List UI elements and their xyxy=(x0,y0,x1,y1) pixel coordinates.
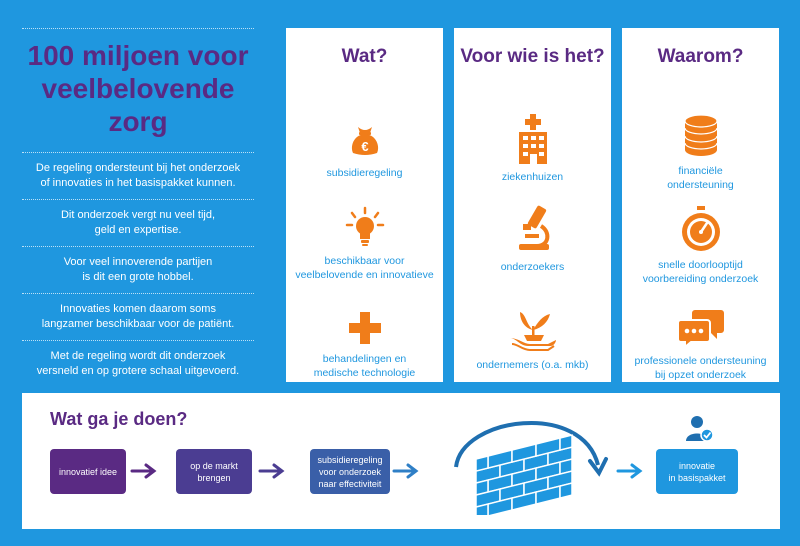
step-subsidy xyxy=(310,449,390,494)
item-label xyxy=(286,352,443,380)
item-label-line: professionele ondersteuning xyxy=(634,355,767,367)
item-label-line: voorbereiding onderzoek xyxy=(642,273,759,285)
paragraph-line: langzamer beschikbaar voor de patiënt. xyxy=(41,318,235,330)
step-market xyxy=(176,449,252,494)
panel-item xyxy=(622,308,779,382)
panel-item xyxy=(622,206,779,286)
item-label: ondernemers (o.a. mkb) xyxy=(476,359,589,371)
item-label-line: behandelingen en xyxy=(322,353,407,365)
panel-item xyxy=(454,204,611,274)
intro-paragraph xyxy=(22,341,254,387)
paragraph-line: of innovaties in het basispakket kunnen. xyxy=(40,177,236,189)
item-label-line: veelbelovende en innovatieve xyxy=(295,269,434,281)
panel-title: Wat? xyxy=(341,46,388,67)
arrow-right-icon xyxy=(616,463,644,479)
paragraph-line: Dit onderzoek vergt nu veel tijd, xyxy=(60,209,216,221)
step-label-line: in basispakket xyxy=(668,472,726,483)
brick-wall-icon xyxy=(442,407,612,515)
item-label xyxy=(622,164,779,192)
step-label-line: subsidieregeling xyxy=(317,454,383,465)
panel-item xyxy=(454,308,611,372)
panel-item xyxy=(286,206,443,282)
svg-text:€: € xyxy=(360,139,369,154)
chat-bubbles-icon xyxy=(677,308,725,348)
item-label-line: bij opzet onderzoek xyxy=(654,369,747,381)
paragraph-line: versneld en op grotere schaal uitgevoerd. xyxy=(36,365,240,377)
paragraph-line: Innovaties komen daarom soms xyxy=(60,303,216,315)
paragraph-line: geld en expertise. xyxy=(94,224,182,236)
step-label xyxy=(190,460,238,484)
process-panel xyxy=(22,393,780,529)
arrow-right-icon xyxy=(130,463,158,479)
hospital-icon xyxy=(513,114,553,164)
person-check-icon xyxy=(684,413,714,443)
panel-item xyxy=(286,120,443,180)
item-label: onderzoekers xyxy=(500,261,565,273)
paragraph-line: Met de regeling wordt dit onderzoek xyxy=(50,350,226,362)
intro-paragraph xyxy=(22,200,254,246)
item-label xyxy=(622,258,779,286)
panel-title: Waarom? xyxy=(657,46,744,67)
main-title xyxy=(22,39,254,138)
arrow-right-icon xyxy=(392,463,420,479)
panel-voor-wie xyxy=(454,28,611,382)
paragraph-line: De regeling ondersteunt bij het onderzoek xyxy=(35,162,241,174)
panel-item xyxy=(286,310,443,380)
coin-stack-icon xyxy=(681,114,721,158)
divider xyxy=(22,28,254,29)
item-label: ziekenhuizen xyxy=(501,171,564,183)
arrow-right-icon xyxy=(258,463,286,479)
item-label-line: beschikbaar voor xyxy=(324,255,405,267)
main-title-line1: 100 miljoen voor xyxy=(27,40,249,71)
process-title: Wat ga je doen? xyxy=(50,409,188,429)
main-title-line2: veelbelovende zorg xyxy=(41,73,235,137)
step-label-line: brengen xyxy=(197,472,231,483)
item-label xyxy=(622,354,779,382)
step-label-line: innovatief idee xyxy=(58,466,118,477)
panel-wat xyxy=(286,28,443,382)
microscope-icon xyxy=(511,204,555,254)
intro-paragraph xyxy=(22,247,254,293)
step-label-line: op de markt xyxy=(190,460,238,471)
panel-title: Voor wie is het? xyxy=(460,46,605,67)
item-label-line: financiële xyxy=(678,165,723,177)
plant-in-hand-icon xyxy=(508,308,558,352)
step-label-line: innovatie xyxy=(678,460,715,471)
step-label-line: naar effectiviteit xyxy=(318,478,382,489)
item-label-line: snelle doorlooptijd xyxy=(658,259,743,271)
stopwatch-icon xyxy=(679,206,723,252)
step-basic-package xyxy=(656,449,738,494)
panel-item xyxy=(622,114,779,192)
step-label xyxy=(317,454,382,490)
item-label-line: ondersteuning xyxy=(667,179,734,191)
step-label xyxy=(668,460,725,484)
lightbulb-icon xyxy=(343,206,387,248)
paragraph-line: Voor veel innoverende partijen xyxy=(63,256,213,268)
intro-paragraph xyxy=(22,153,254,199)
medical-cross-icon xyxy=(347,310,383,346)
item-label-line: medische technologie xyxy=(313,367,416,379)
step-idea xyxy=(50,449,126,494)
item-label: subsidieregeling xyxy=(326,167,403,179)
intro-column xyxy=(22,28,254,387)
panel-waarom xyxy=(622,28,779,382)
panel-item xyxy=(454,114,611,184)
paragraph-line: is dit een grote hobbel. xyxy=(82,271,194,283)
item-label xyxy=(286,254,443,282)
money-bag-euro-icon xyxy=(345,120,385,160)
step-label-line: voor onderzoek xyxy=(318,466,382,477)
intro-paragraph xyxy=(22,294,254,340)
